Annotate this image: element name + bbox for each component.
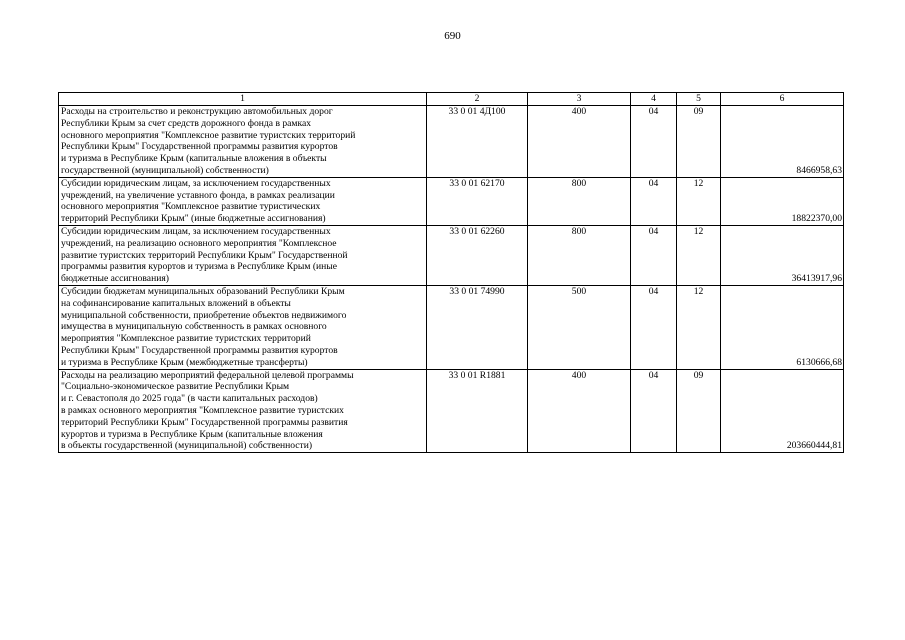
- table-row: [59, 285, 844, 369]
- description-line: Субсидии бюджетам муниципальных образований Республики Крым: [61, 285, 345, 297]
- description-line: мероприятия "Комплексное развитие туристских территорий: [61, 333, 311, 345]
- subsection-code: 12: [677, 225, 721, 285]
- description-line: в объекты государственной (муниципальной) собственности): [61, 440, 313, 452]
- description-line: Расходы на реализацию мероприятий федеральной целевой программы: [61, 369, 354, 381]
- description-line: имущества в муниципальную собственность в рамках основного: [61, 321, 327, 333]
- target-article-code: 33 0 01 62170: [427, 177, 528, 225]
- header-cell-2: 2: [427, 93, 528, 106]
- subsection-code: 12: [677, 285, 721, 369]
- description-line: Субсидии юридическим лицам, за исключением государственных: [61, 225, 331, 237]
- description-line: учреждений, на увеличение уставного фонда, в рамках реализации: [61, 189, 335, 201]
- description-line: Республики Крым за счет средств дорожного фонда в рамках: [61, 117, 312, 129]
- description-line: бюджетные ассигнования): [61, 273, 169, 285]
- budget-table: [58, 92, 844, 453]
- section-code: 04: [631, 285, 677, 369]
- description-line: и г. Севастополя до 2025 года" (в части капитальных расходов): [61, 393, 318, 405]
- description-line: курортов и туризма в Республике Крым (капитальные вложения: [61, 428, 323, 440]
- table-row: [59, 225, 844, 285]
- expense-type-code: 400: [528, 106, 631, 178]
- expense-type-code: 500: [528, 285, 631, 369]
- description-line: основного мероприятия "Комплексное развитие туристских территорий: [61, 129, 356, 141]
- description-line: "Социально-экономическое развитие Республики Крым: [61, 381, 290, 393]
- header-cell-3: 3: [528, 93, 631, 106]
- page-number: 690: [444, 30, 461, 42]
- expense-type-code: 400: [528, 369, 631, 453]
- description-line: территорий Республики Крым" (иные бюджетные ассигнования): [61, 213, 326, 225]
- description-line: в рамках основного мероприятия "Комплексное развитие туристских: [61, 404, 344, 416]
- section-code: 04: [631, 225, 677, 285]
- amount-value: 36413917,96: [721, 225, 844, 285]
- subsection-code: 12: [677, 177, 721, 225]
- target-article-code: 33 0 01 R1881: [427, 369, 528, 453]
- description-line: Субсидии юридическим лицам, за исключением государственных: [61, 177, 331, 189]
- amount-value: 6130666,68: [721, 285, 844, 369]
- header-cell-1: 1: [59, 93, 427, 106]
- row-description: [59, 225, 427, 285]
- table-row: [59, 369, 844, 453]
- description-line: учреждений, на реализацию основного мероприятия "Комплексное: [61, 237, 337, 249]
- table-row: [59, 106, 844, 178]
- row-description: [59, 285, 427, 369]
- description-line: государственной (муниципальной) собственности): [61, 164, 269, 176]
- header-cell-4: 4: [631, 93, 677, 106]
- amount-value: 18822370,00: [721, 177, 844, 225]
- subsection-code: 09: [677, 369, 721, 453]
- target-article-code: 33 0 01 4Д100: [427, 106, 528, 178]
- amount-value: 203660444,81: [721, 369, 844, 453]
- header-cell-5: 5: [677, 93, 721, 106]
- section-code: 04: [631, 106, 677, 178]
- amount-value: 8466958,63: [721, 106, 844, 178]
- header-cell-6: 6: [721, 93, 844, 106]
- description-line: и туризма в Республике Крым (межбюджетные трансферты): [61, 356, 308, 368]
- subsection-code: 09: [677, 106, 721, 178]
- description-line: и туризма в Республике Крым (капитальные вложения в объекты: [61, 153, 327, 165]
- target-article-code: 33 0 01 62260: [427, 225, 528, 285]
- table-row: [59, 177, 844, 225]
- description-line: Республики Крым" Государственной программы развития курортов: [61, 141, 338, 153]
- table-header-row: [59, 93, 844, 106]
- description-line: муниципальной собственности, приобретение объектов недвижимого: [61, 309, 347, 321]
- description-line: основного мероприятия "Комплексное развитие туристических: [61, 201, 321, 213]
- expense-type-code: 800: [528, 177, 631, 225]
- expense-type-code: 800: [528, 225, 631, 285]
- description-line: на софинансирование капитальных вложений в объекты: [61, 297, 291, 309]
- table-body: [59, 93, 844, 453]
- section-code: 04: [631, 369, 677, 453]
- description-line: Республики Крым" Государственной программы развития курортов: [61, 344, 338, 356]
- description-line: Расходы на строительство и реконструкцию автомобильных дорог: [61, 106, 333, 117]
- description-line: программы развития курортов и туризма в Республике Крым (иные: [61, 261, 337, 273]
- row-description: [59, 369, 427, 453]
- target-article-code: 33 0 01 74990: [427, 285, 528, 369]
- row-description: [59, 106, 427, 178]
- description-line: территорий Республики Крым" Государственной программы развития: [61, 416, 348, 428]
- section-code: 04: [631, 177, 677, 225]
- row-description: [59, 177, 427, 225]
- description-line: развитие туристских территорий Республики Крым" Государственной: [61, 249, 348, 261]
